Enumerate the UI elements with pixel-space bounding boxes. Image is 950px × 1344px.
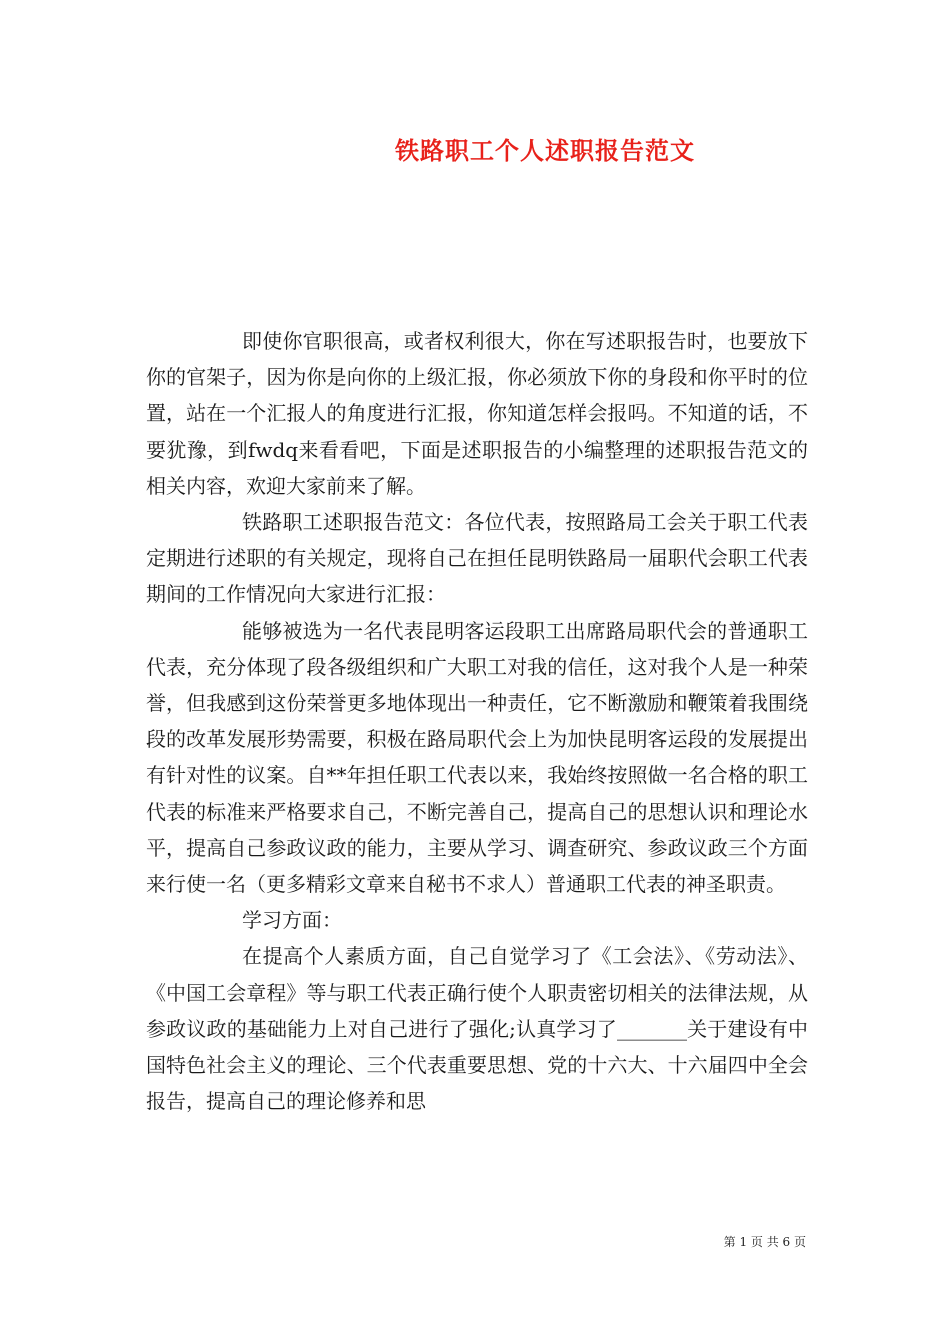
paragraph-study-heading: 学习方面： (242, 908, 342, 933)
paragraph-study-content: 在提高个人素质方面，自己自觉学习了《工会法》、《劳动法》、《中国工会章程》等与职工代表正确行使个人职责密切相关的法律法规，从参政议政的基础能力上对自己进行了强化;认真学习了_______关于建设有中国特色社会主义的理论、三个代表重要思想、党的十六大、十六届四中全会报告，提高自己的理论修养和思 (146, 944, 808, 1114)
paragraph-opening: 铁路职工述职报告范文：各位代表，按照路局工会关于职工代表定期进行述职的有关规定，现将自己在担任昆明铁路局一届职代会职工代表期间的工作情况向大家进行汇报： (146, 510, 808, 607)
document-body (146, 323, 808, 1119)
document-title: 铁路职工个人述职报告范文 (395, 136, 695, 165)
paragraph-intro: 即使你官职很高，或者权利很大，你在写述职报告时，也要放下你的官架子，因为你是向你的上级汇报，你必须放下你的身段和你平时的位置，站在一个汇报人的角度进行汇报，你知道怎样会报吗。不知道的话，不要犹豫，到fwdq来看看吧，下面是述职报告的小编整理的述职报告范文的相关内容，欢迎大家前来了解。 (146, 329, 808, 498)
page-number-footer: 第 1 页 共 6 页 (723, 1235, 806, 1249)
paragraph-representative: 能够被选为一名代表昆明客运段职工出席路局职代会的普通职工代表，充分体现了段各级组织和广大职工对我的信任，这对我个人是一种荣誉，但我感到这份荣誉更多地体现出一种责任，它不断激励和鞭策着我围绕段的改革发展形势需要，积极在路局职代会上为加快昆明客运段的发展提出有针对性的议案。自**年担任职工代表以来，我始终按照做一名合格的职工代表的标准来严格要求自己，不断完善自己，提高自己的思想认识和理论水平，提高自己参政议政的能力，主要从学习、调查研究、参政议政三个方面来行使一名（更多精彩文章来自秘书不求人）普通职工代表的神圣职责。 (146, 618, 808, 897)
